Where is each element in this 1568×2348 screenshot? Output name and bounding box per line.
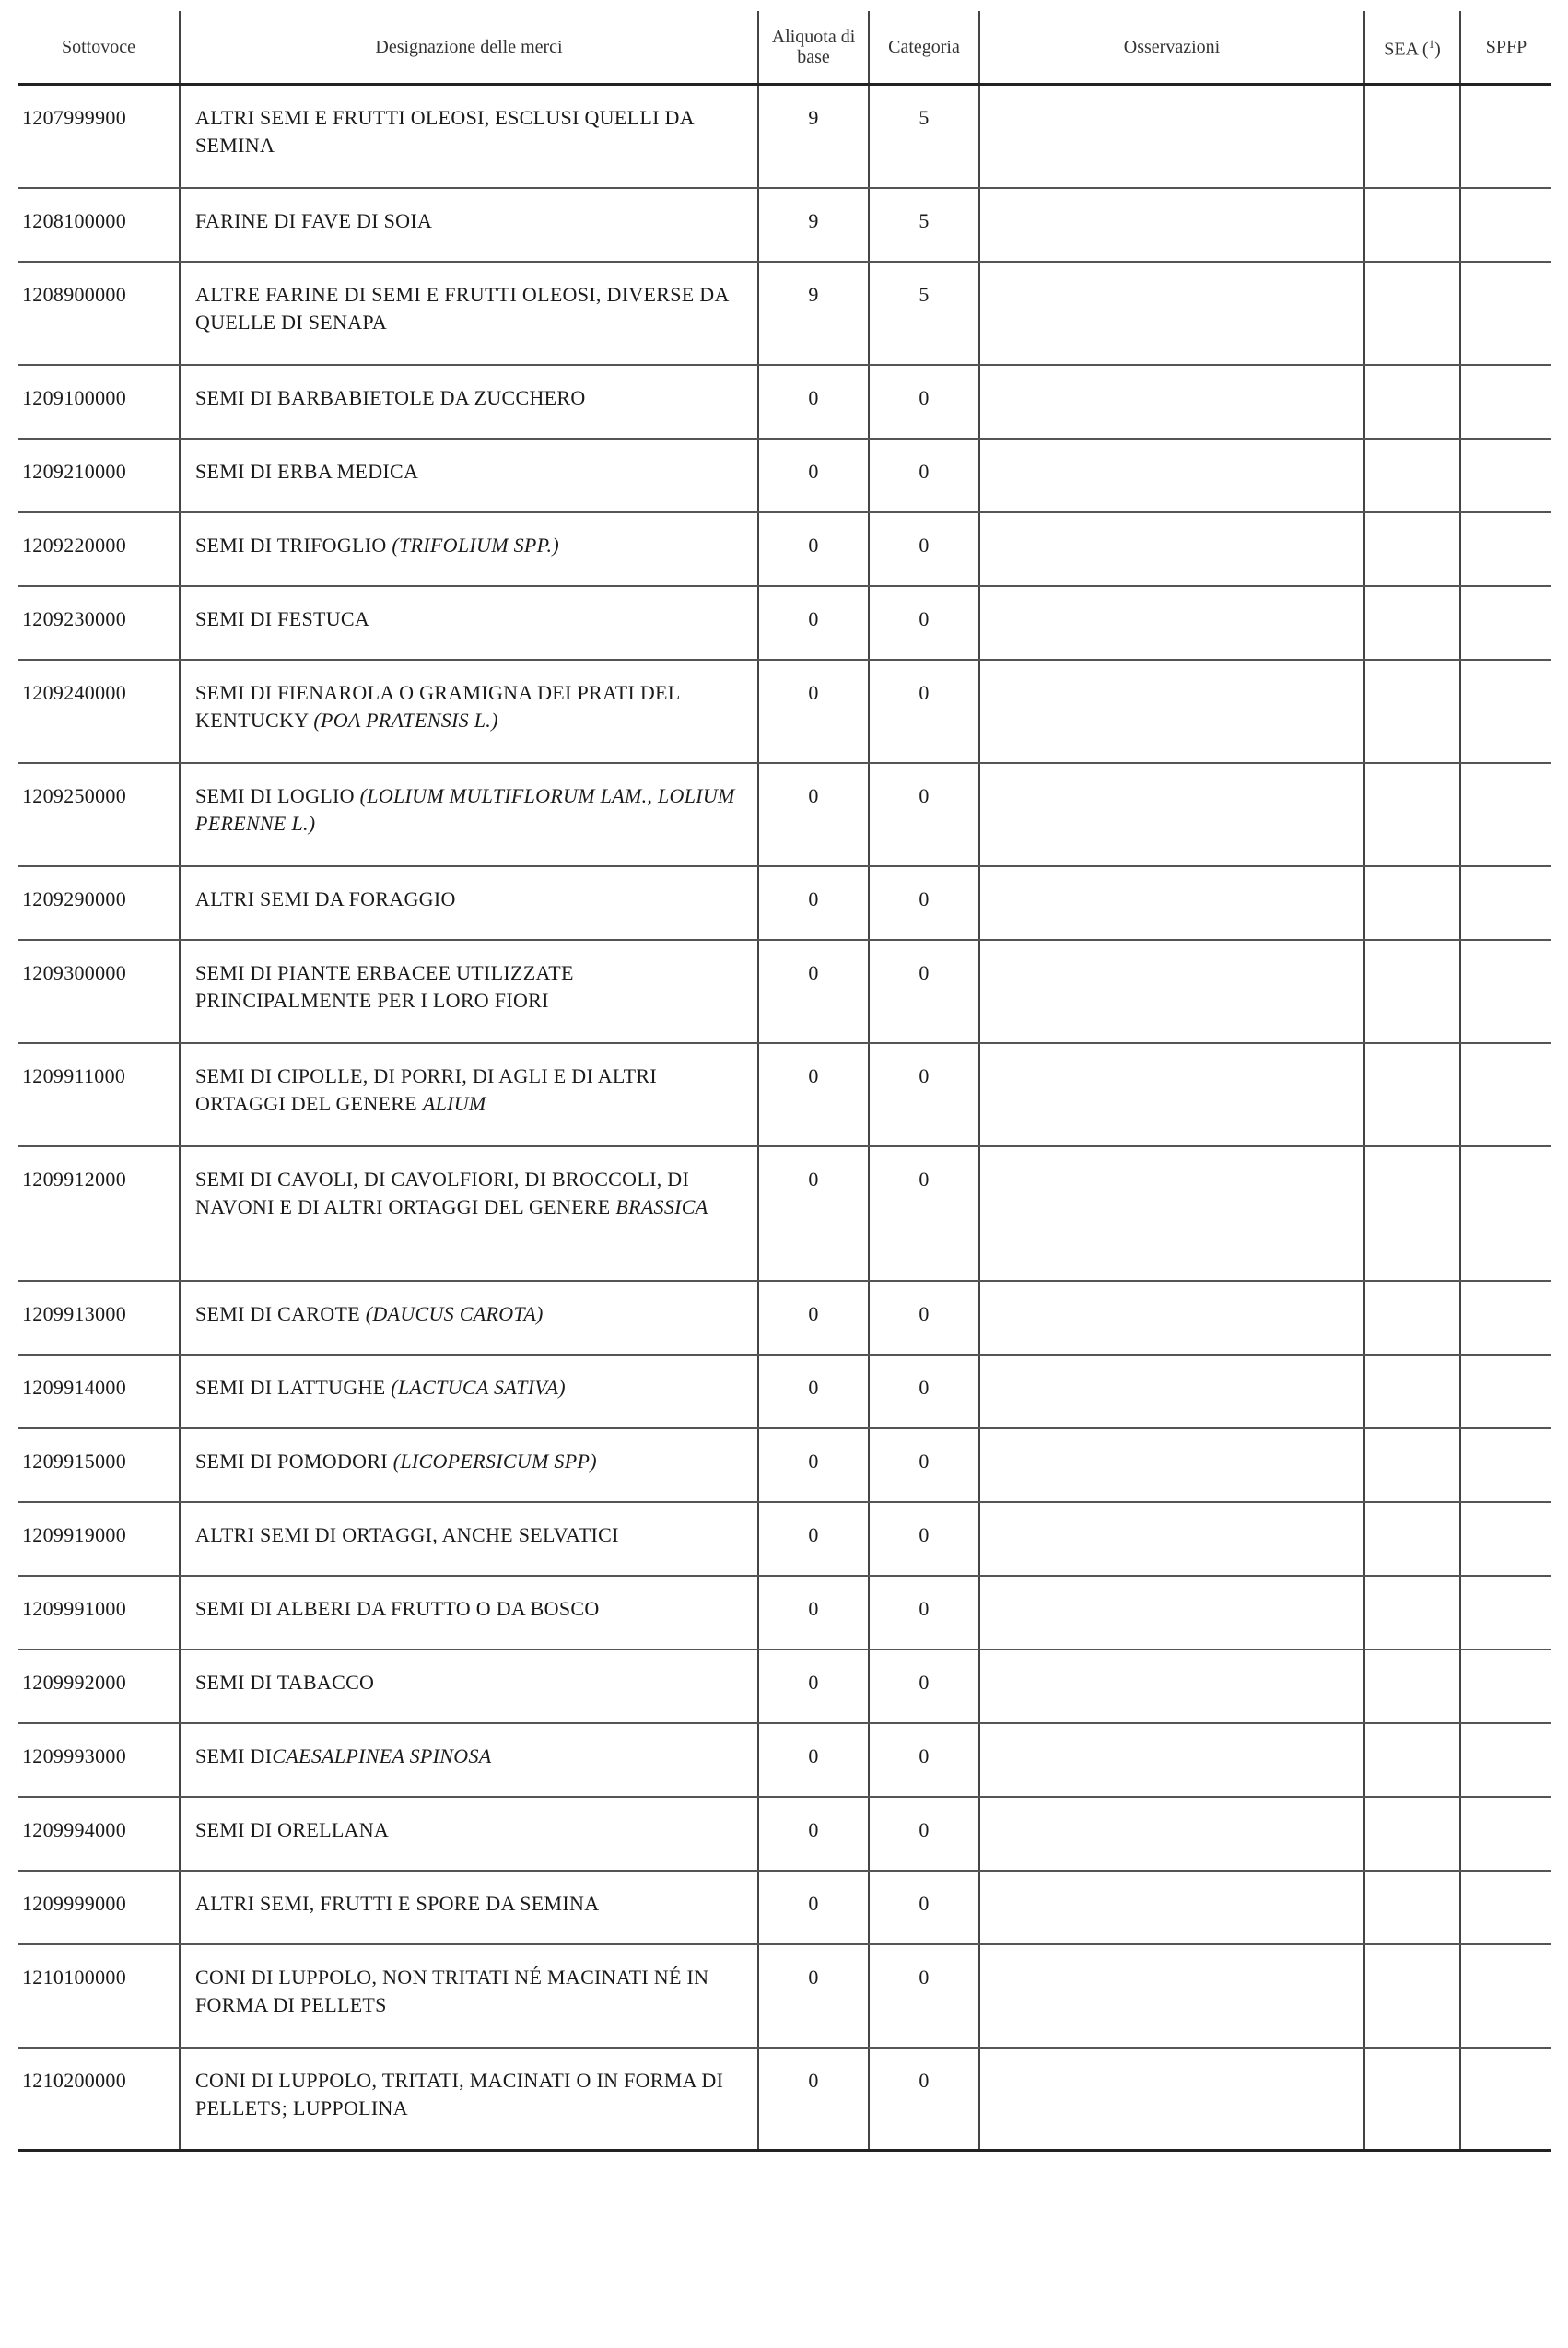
cell-description	[180, 439, 758, 512]
cell-base-rate: 0	[758, 512, 869, 586]
cell-base-rate: 0	[758, 1502, 869, 1576]
description-text: ALTRI SEMI, FRUTTI E SPORE DA SEMINA	[195, 1891, 600, 1915]
cell-description	[180, 1502, 758, 1576]
cell-category: 0	[869, 660, 979, 763]
cell-category: 0	[869, 1797, 979, 1871]
cell-base-rate: 0	[758, 1576, 869, 1649]
cell-spfp	[1460, 2048, 1551, 2151]
description-text: SEMI DI TRIFOGLIO	[195, 533, 392, 557]
cell-description	[180, 586, 758, 660]
cell-notes	[979, 660, 1364, 763]
description-text: SEMI DI CAVOLI, DI CAVOLFIORI, DI BROCCOLI, DI NAVONI E DI ALTRI ORTAGGI DEL GENERE	[195, 1167, 690, 1218]
cell-code: 1209240000	[18, 660, 180, 763]
description-italic-text: (LICOPERSICUM SPP)	[392, 1449, 597, 1473]
description-italic-text: (POA PRATENSIS L.)	[313, 708, 498, 732]
cell-notes	[979, 1428, 1364, 1502]
cell-category: 0	[869, 1043, 979, 1146]
table-row	[18, 660, 1551, 763]
description-text: SEMI DI POMODORI	[195, 1449, 393, 1473]
cell-code: 1209912000	[18, 1146, 180, 1281]
cell-spfp	[1460, 1797, 1551, 1871]
cell-description	[180, 940, 758, 1043]
description-text: SEMI DI LATTUGHE	[195, 1375, 392, 1399]
description-italic-text: ALIUM	[422, 1091, 486, 1115]
cell-base-rate: 0	[758, 1281, 869, 1355]
cell-category: 0	[869, 2048, 979, 2151]
cell-spfp	[1460, 1281, 1551, 1355]
description-text: SEMI DI TABACCO	[195, 1670, 375, 1694]
cell-spfp	[1460, 1043, 1551, 1146]
cell-sea	[1364, 586, 1460, 660]
table-row	[18, 1355, 1551, 1428]
cell-code: 1209994000	[18, 1797, 180, 1871]
cell-code: 1209290000	[18, 866, 180, 940]
cell-description	[180, 1871, 758, 1944]
tariff-table	[18, 11, 1551, 2152]
cell-sea	[1364, 660, 1460, 763]
cell-code: 1209919000	[18, 1502, 180, 1576]
cell-sea	[1364, 85, 1460, 188]
description-text: SEMI DI ALBERI DA FRUTTO O DA BOSCO	[195, 1596, 600, 1620]
cell-base-rate: 0	[758, 1871, 869, 1944]
description-text: ALTRI SEMI DI ORTAGGI, ANCHE SELVATICI	[195, 1522, 619, 1546]
cell-code: 1209210000	[18, 439, 180, 512]
table-row	[18, 1871, 1551, 1944]
cell-category: 0	[869, 866, 979, 940]
cell-spfp	[1460, 1871, 1551, 1944]
cell-base-rate: 9	[758, 188, 869, 262]
header-category: Categoria	[869, 11, 979, 85]
description-text: ALTRI SEMI DA FORAGGIO	[195, 886, 456, 910]
cell-spfp	[1460, 660, 1551, 763]
cell-code: 1209250000	[18, 763, 180, 866]
cell-notes	[979, 763, 1364, 866]
cell-category: 0	[869, 1502, 979, 1576]
cell-notes	[979, 1576, 1364, 1649]
cell-spfp	[1460, 365, 1551, 439]
cell-category: 0	[869, 1576, 979, 1649]
cell-notes	[979, 188, 1364, 262]
cell-code: 1207999900	[18, 85, 180, 188]
description-text: FARINE DI FAVE DI SOIA	[195, 208, 433, 232]
cell-sea	[1364, 365, 1460, 439]
cell-description	[180, 1281, 758, 1355]
cell-base-rate: 0	[758, 1723, 869, 1797]
cell-category: 0	[869, 1355, 979, 1428]
cell-base-rate: 0	[758, 1428, 869, 1502]
cell-description	[180, 1428, 758, 1502]
cell-category: 0	[869, 512, 979, 586]
cell-spfp	[1460, 85, 1551, 188]
cell-description	[180, 1723, 758, 1797]
cell-notes	[979, 940, 1364, 1043]
cell-spfp	[1460, 1502, 1551, 1576]
table-row	[18, 85, 1551, 188]
description-text: ALTRI SEMI E FRUTTI OLEOSI, ESCLUSI QUELLI DA SEMINA	[195, 106, 694, 157]
cell-notes	[979, 866, 1364, 940]
table-row	[18, 763, 1551, 866]
description-text: SEMI DI FIENAROLA O GRAMIGNA DEI PRATI DEL KENTUCKY	[195, 680, 680, 732]
table-row	[18, 1797, 1551, 1871]
cell-notes	[979, 1723, 1364, 1797]
cell-sea	[1364, 1043, 1460, 1146]
cell-sea	[1364, 188, 1460, 262]
cell-spfp	[1460, 439, 1551, 512]
cell-code: 1209100000	[18, 365, 180, 439]
cell-spfp	[1460, 1649, 1551, 1723]
cell-description	[180, 763, 758, 866]
cell-notes	[979, 1649, 1364, 1723]
cell-category: 0	[869, 1146, 979, 1281]
cell-notes	[979, 262, 1364, 365]
cell-base-rate: 0	[758, 439, 869, 512]
table-row	[18, 1281, 1551, 1355]
cell-sea	[1364, 439, 1460, 512]
cell-notes	[979, 1797, 1364, 1871]
cell-sea	[1364, 866, 1460, 940]
cell-sea	[1364, 1871, 1460, 1944]
cell-category: 0	[869, 365, 979, 439]
header-base-rate: Aliquota di base	[758, 11, 869, 85]
cell-sea	[1364, 512, 1460, 586]
description-text: CONI DI LUPPOLO, NON TRITATI NÉ MACINATI NÉ IN FORMA DI PELLETS	[195, 1965, 709, 2016]
cell-spfp	[1460, 940, 1551, 1043]
cell-notes	[979, 1944, 1364, 2048]
cell-category: 5	[869, 262, 979, 365]
description-text: SEMI DI LOGLIO	[195, 783, 360, 807]
cell-sea	[1364, 1723, 1460, 1797]
cell-notes	[979, 586, 1364, 660]
cell-notes	[979, 512, 1364, 586]
cell-notes	[979, 1281, 1364, 1355]
cell-base-rate: 0	[758, 365, 869, 439]
cell-description	[180, 866, 758, 940]
cell-sea	[1364, 1281, 1460, 1355]
cell-code: 1209300000	[18, 940, 180, 1043]
cell-code: 1210100000	[18, 1944, 180, 2048]
table-row	[18, 586, 1551, 660]
table-row	[18, 1043, 1551, 1146]
cell-category: 0	[869, 1944, 979, 2048]
table-row	[18, 1428, 1551, 1502]
table-row	[18, 1502, 1551, 1576]
cell-sea	[1364, 2048, 1460, 2151]
cell-code: 1209999000	[18, 1871, 180, 1944]
header-notes: Osservazioni	[979, 11, 1364, 85]
cell-description	[180, 262, 758, 365]
cell-category: 0	[869, 940, 979, 1043]
cell-sea	[1364, 763, 1460, 866]
cell-sea	[1364, 1576, 1460, 1649]
description-text: SEMI DI FESTUCA	[195, 606, 370, 630]
cell-code: 1209913000	[18, 1281, 180, 1355]
table-row	[18, 1944, 1551, 2048]
cell-notes	[979, 1502, 1364, 1576]
cell-description	[180, 1043, 758, 1146]
cell-sea	[1364, 262, 1460, 365]
cell-code: 1208900000	[18, 262, 180, 365]
cell-code: 1209230000	[18, 586, 180, 660]
cell-notes	[979, 85, 1364, 188]
cell-category: 0	[869, 1428, 979, 1502]
description-text: SEMI DI CAROTE	[195, 1301, 366, 1325]
cell-sea	[1364, 1428, 1460, 1502]
cell-category: 0	[869, 1871, 979, 1944]
cell-base-rate: 0	[758, 586, 869, 660]
cell-base-rate: 0	[758, 1797, 869, 1871]
cell-category: 0	[869, 763, 979, 866]
cell-base-rate: 0	[758, 660, 869, 763]
cell-category: 0	[869, 1649, 979, 1723]
cell-sea	[1364, 940, 1460, 1043]
cell-code: 1209991000	[18, 1576, 180, 1649]
description-text: SEMI DI BARBABIETOLE DA ZUCCHERO	[195, 385, 586, 409]
cell-code: 1209911000	[18, 1043, 180, 1146]
cell-description	[180, 660, 758, 763]
description-text: SEMI DI ERBA MEDICA	[195, 459, 419, 483]
cell-notes	[979, 1871, 1364, 1944]
cell-code: 1209915000	[18, 1428, 180, 1502]
cell-base-rate: 9	[758, 85, 869, 188]
table-row	[18, 866, 1551, 940]
cell-base-rate: 0	[758, 1043, 869, 1146]
description-text: ALTRE FARINE DI SEMI E FRUTTI OLEOSI, DIVERSE DA QUELLE DI SENAPA	[195, 282, 729, 334]
cell-category: 0	[869, 439, 979, 512]
cell-spfp	[1460, 1146, 1551, 1281]
cell-base-rate: 0	[758, 940, 869, 1043]
cell-spfp	[1460, 1576, 1551, 1649]
cell-description	[180, 1576, 758, 1649]
cell-spfp	[1460, 1428, 1551, 1502]
cell-notes	[979, 1355, 1364, 1428]
table-row	[18, 1146, 1551, 1281]
cell-spfp	[1460, 1944, 1551, 2048]
table-row	[18, 2048, 1551, 2151]
cell-description	[180, 1355, 758, 1428]
description-text: SEMI DI CIPOLLE, DI PORRI, DI AGLI E DI ALTRI ORTAGGI DEL GENERE	[195, 1063, 657, 1115]
cell-category: 0	[869, 1281, 979, 1355]
cell-sea	[1364, 1649, 1460, 1723]
cell-code: 1208100000	[18, 188, 180, 262]
cell-notes	[979, 2048, 1364, 2151]
cell-description	[180, 1797, 758, 1871]
cell-base-rate: 0	[758, 1146, 869, 1281]
cell-category: 0	[869, 586, 979, 660]
cell-spfp	[1460, 512, 1551, 586]
cell-description	[180, 2048, 758, 2151]
cell-sea	[1364, 1797, 1460, 1871]
cell-code: 1209220000	[18, 512, 180, 586]
cell-sea	[1364, 1944, 1460, 2048]
cell-notes	[979, 1043, 1364, 1146]
cell-spfp	[1460, 262, 1551, 365]
cell-base-rate: 0	[758, 1649, 869, 1723]
description-italic-text: (LACTUCA SATIVA)	[391, 1375, 566, 1399]
description-text: CONI DI LUPPOLO, TRITATI, MACINATI O IN FORMA DI PELLETS; LUPPOLINA	[195, 2068, 724, 2119]
cell-code: 1209992000	[18, 1649, 180, 1723]
table-row	[18, 1576, 1551, 1649]
cell-spfp	[1460, 188, 1551, 262]
cell-code: 1209914000	[18, 1355, 180, 1428]
cell-description	[180, 1146, 758, 1281]
table-row	[18, 1723, 1551, 1797]
cell-base-rate: 0	[758, 2048, 869, 2151]
cell-description	[180, 512, 758, 586]
table-row	[18, 1649, 1551, 1723]
cell-sea	[1364, 1502, 1460, 1576]
table-row	[18, 365, 1551, 439]
header-row	[18, 11, 1551, 85]
header-code: Sottovoce	[18, 11, 180, 85]
table-row	[18, 512, 1551, 586]
cell-sea	[1364, 1355, 1460, 1428]
cell-category: 5	[869, 85, 979, 188]
description-italic-text: (DAUCUS CAROTA)	[365, 1301, 544, 1325]
description-text: SEMI DI	[195, 1743, 273, 1767]
cell-base-rate: 0	[758, 866, 869, 940]
cell-spfp	[1460, 866, 1551, 940]
cell-category: 0	[869, 1723, 979, 1797]
header-spfp: SPFP	[1460, 11, 1551, 85]
header-sea: SEA ($^1$)	[1364, 11, 1460, 85]
cell-base-rate: 0	[758, 1944, 869, 2048]
description-text: SEMI DI PIANTE ERBACEE UTILIZZATE PRINCIPALMENTE PER I LORO FIORI	[195, 960, 574, 1012]
cell-code: 1209993000	[18, 1723, 180, 1797]
description-italic-text: (LOLIUM MULTIFLORUM LAM., LOLIUM PERENNE L.)	[195, 783, 735, 835]
cell-code: 1210200000	[18, 2048, 180, 2151]
description-italic-text: CAESALPINEA SPINOSA	[272, 1743, 492, 1767]
cell-description	[180, 188, 758, 262]
table-row	[18, 940, 1551, 1043]
description-italic-text: (TRIFOLIUM SPP.)	[392, 533, 559, 557]
table-row	[18, 188, 1551, 262]
cell-base-rate: 0	[758, 763, 869, 866]
cell-sea	[1364, 1146, 1460, 1281]
header-description: Designazione delle merci	[180, 11, 758, 85]
cell-base-rate: 0	[758, 1355, 869, 1428]
cell-spfp	[1460, 1355, 1551, 1428]
cell-notes	[979, 439, 1364, 512]
cell-base-rate: 9	[758, 262, 869, 365]
cell-notes	[979, 365, 1364, 439]
cell-description	[180, 1649, 758, 1723]
cell-notes	[979, 1146, 1364, 1281]
table-row	[18, 262, 1551, 365]
cell-spfp	[1460, 763, 1551, 866]
table-row	[18, 439, 1551, 512]
cell-description	[180, 85, 758, 188]
cell-spfp	[1460, 1723, 1551, 1797]
description-text: SEMI DI ORELLANA	[195, 1817, 390, 1841]
cell-spfp	[1460, 586, 1551, 660]
description-italic-text: BRASSICA	[615, 1194, 708, 1218]
cell-description	[180, 365, 758, 439]
cell-description	[180, 1944, 758, 2048]
cell-category: 5	[869, 188, 979, 262]
